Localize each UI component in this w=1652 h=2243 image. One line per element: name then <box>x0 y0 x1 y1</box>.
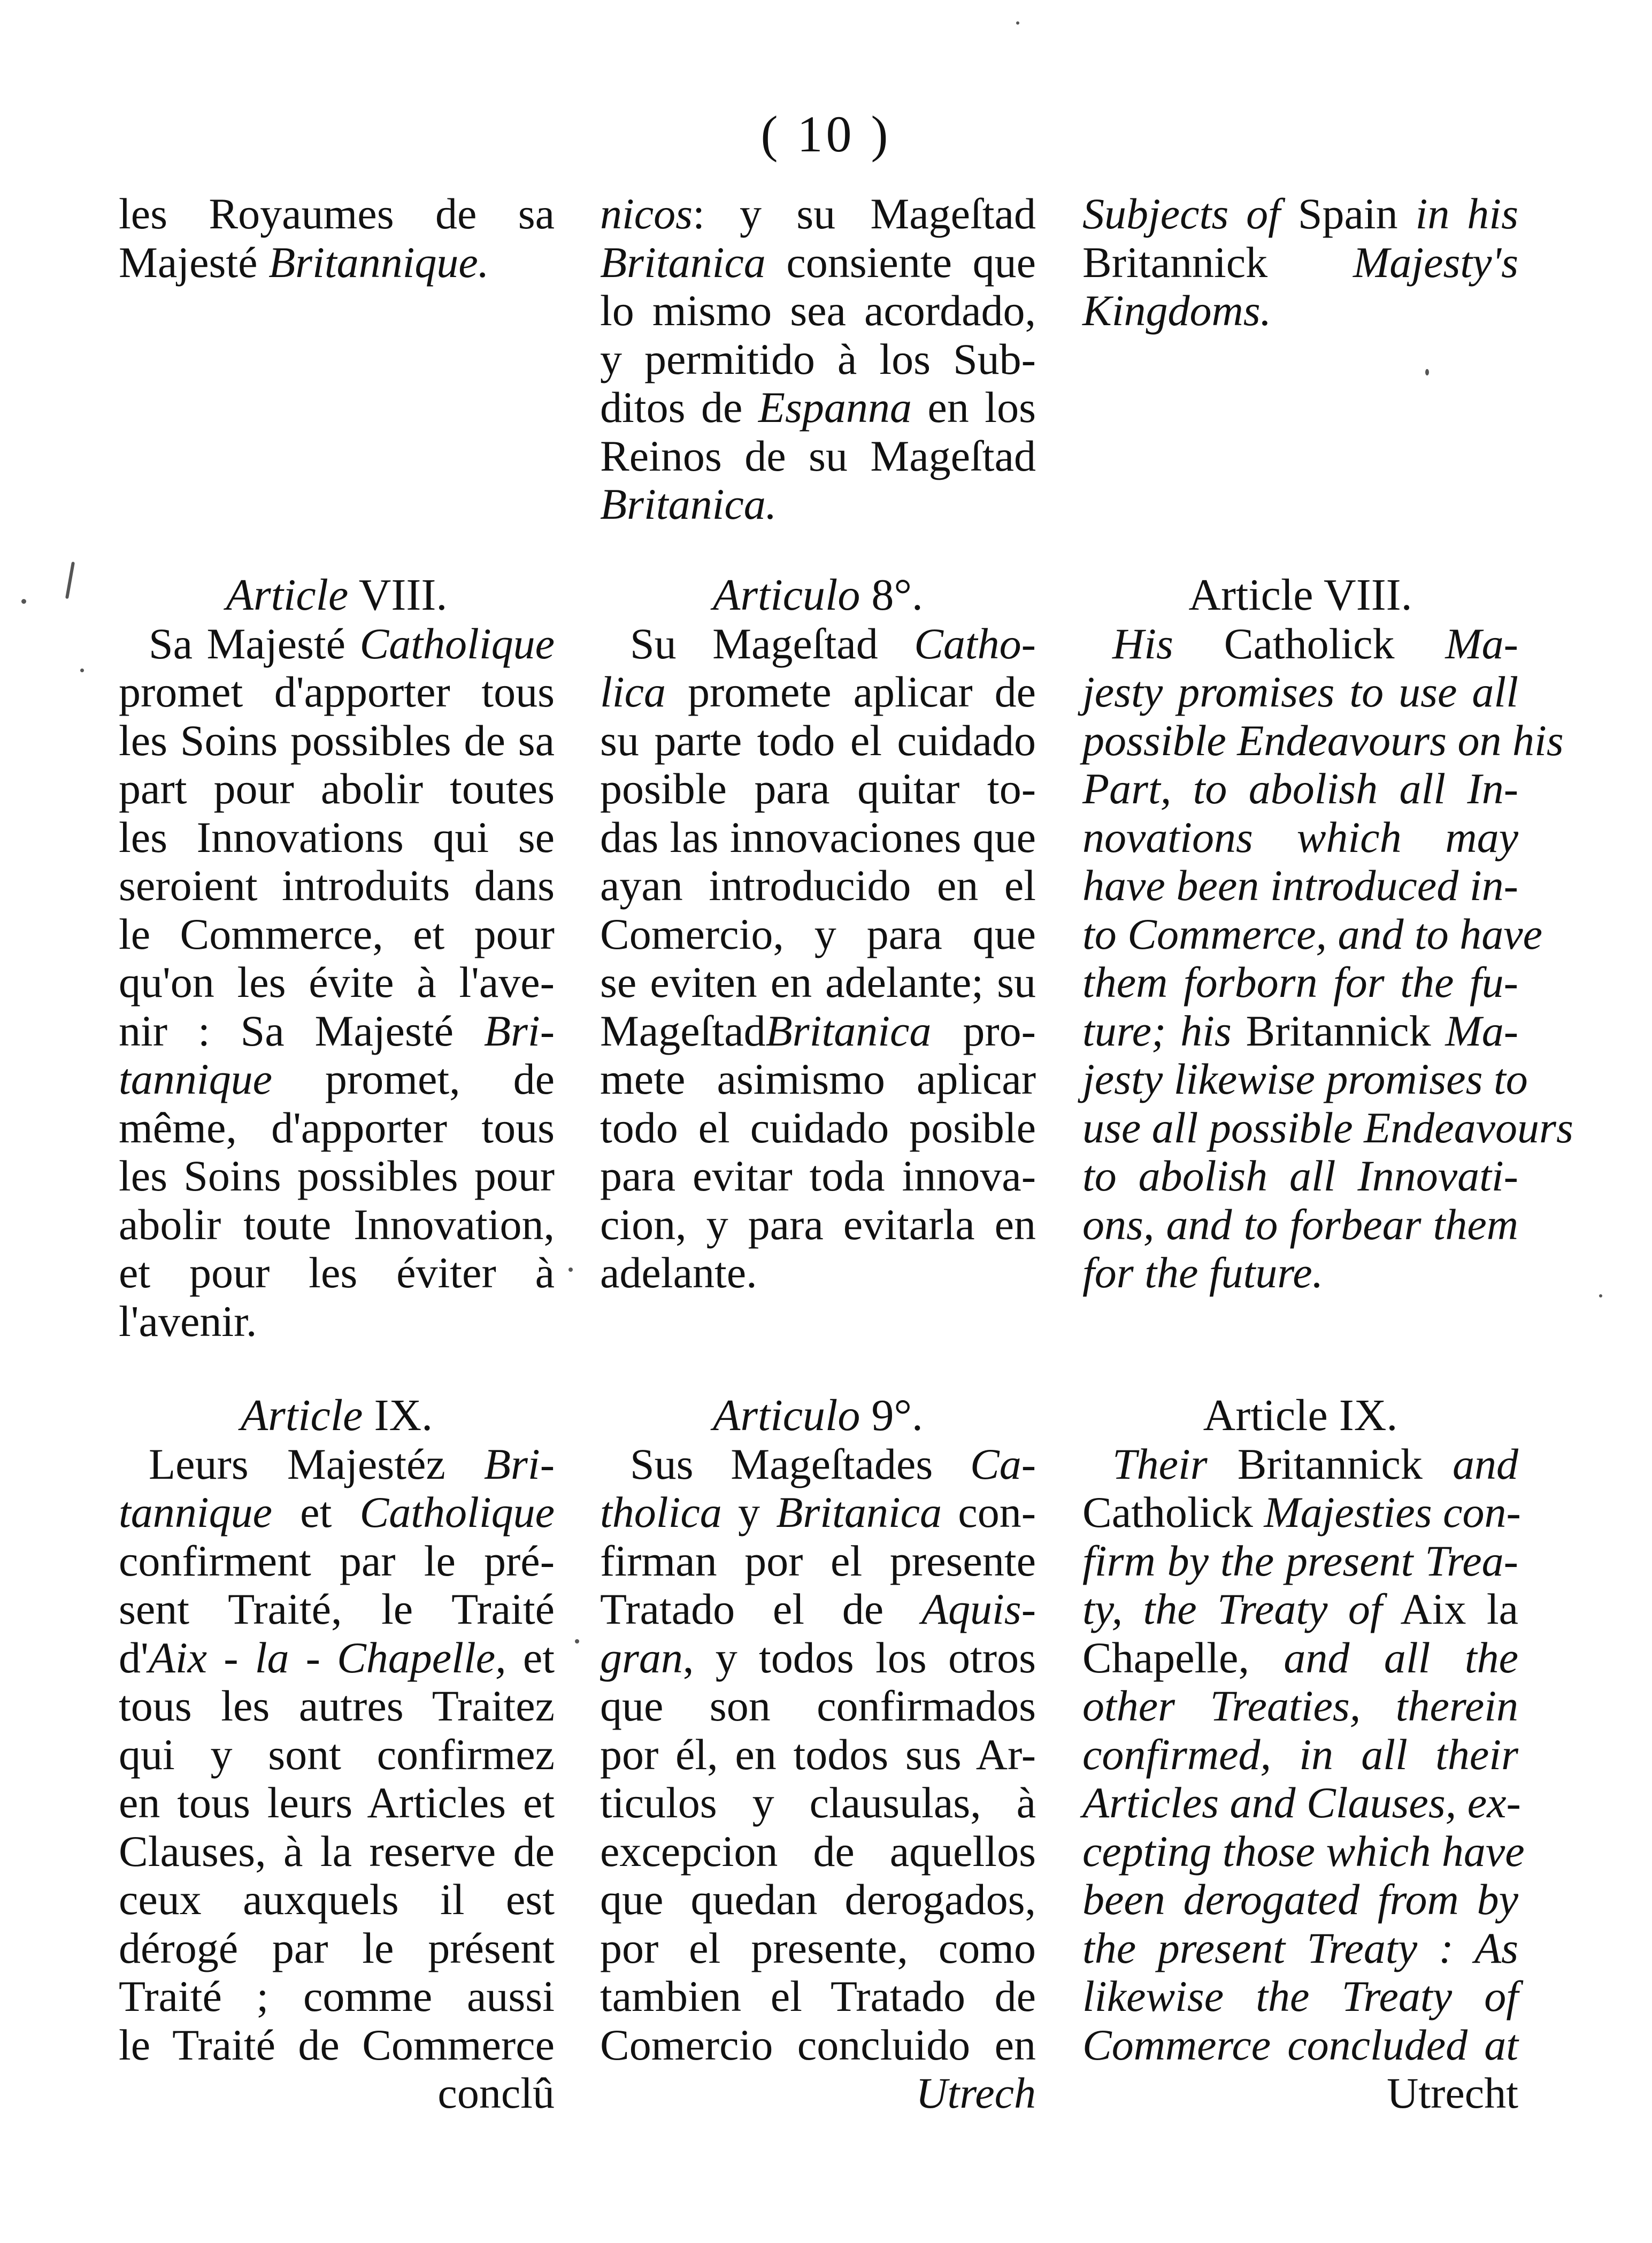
text-line: to abolish all Innovati- <box>1082 1151 1518 1200</box>
text-line: seroient introduits dans <box>119 861 555 910</box>
text-line: Majesté Britannique. <box>119 237 489 287</box>
text-line: jesty promises to use all <box>1082 667 1518 716</box>
text-line: ceux auxquels il est <box>119 1875 555 1924</box>
text-line: das las innovaciones que <box>600 812 1036 862</box>
paper-speck <box>65 562 75 599</box>
english-article-9 <box>1082 1391 1525 2118</box>
text-line: Comercio, y para que <box>600 909 1036 958</box>
text-line: promet d'apporter tous <box>119 667 555 716</box>
text-line: part pour abolir toutes <box>119 764 555 813</box>
text-line: Kingdoms. <box>1082 286 1272 335</box>
text-line: Tratado el de Aquis- <box>600 1585 1036 1633</box>
text-line: même, d'apporter tous <box>119 1103 555 1152</box>
text-line: le Commerce, et pour <box>119 909 555 958</box>
paper-speck <box>568 1268 573 1272</box>
text-line: se eviten en adelante; su <box>600 958 1036 1007</box>
article-heading: Article VIII. <box>226 570 448 620</box>
text-line: ture; his Britannick Ma- <box>1082 1006 1519 1055</box>
text-line: mete asimismo aplicar <box>600 1055 1036 1103</box>
text-line: Catholick Majesties con- <box>1082 1488 1521 1537</box>
text-line: confirment par le pré- <box>119 1536 555 1585</box>
text-line: Britannick Majesty's <box>1082 237 1518 287</box>
text-line: Britanica consiente que <box>600 237 1036 287</box>
article-heading: Articulo 8°. <box>713 570 923 620</box>
text-line: Traité ; comme aussi <box>119 1972 555 2021</box>
text-line: tannique et Catholique <box>119 1488 555 1537</box>
text-line: su parte todo el cuidado <box>600 716 1036 765</box>
text-line: Part, to abolish all In- <box>1082 764 1518 813</box>
text-line: been derogated from by <box>1082 1875 1518 1924</box>
text-line: posible para quitar to- <box>600 764 1036 813</box>
french-article-9 <box>119 1392 555 2118</box>
text-line: confirmed, in all their <box>1082 1730 1518 1779</box>
text-line: possible Endeavours on his <box>1082 716 1564 765</box>
text-line: MageſtadBritanica pro- <box>600 1006 1036 1055</box>
text-line: adelante. <box>600 1248 757 1297</box>
text-line: novations which may <box>1082 812 1518 862</box>
article-heading: Article IX. <box>240 1391 433 1440</box>
text-line: for the future. <box>1082 1248 1324 1297</box>
text-line: Articles and Clauses, ex- <box>1082 1778 1521 1827</box>
text-line: use all possible Endeavours <box>1082 1103 1573 1152</box>
text-line: ditos de Espanna en los <box>600 383 1036 432</box>
text-line: Clauses, à la reserve de <box>119 1826 555 1876</box>
article-heading: Articulo 9°. <box>713 1391 923 1440</box>
text-line: l'avenir. <box>119 1296 257 1346</box>
text-line: tannique promet, de <box>119 1055 555 1103</box>
text-line: sent Traité, le Traité <box>119 1585 555 1633</box>
text-line: qui y sont confirmez <box>119 1730 555 1779</box>
text-line: Sa Majesté Catholique <box>149 619 555 668</box>
text-line: Commerce concluded at <box>1082 2020 1518 2069</box>
paper-speck <box>21 599 26 604</box>
text-line: Chapelle, and all the <box>1082 1633 1518 1682</box>
text-line: tholica y Britanica con- <box>600 1488 1036 1537</box>
article-heading: Article IX. <box>1203 1391 1398 1440</box>
text-line: His Catholick Ma- <box>1112 619 1518 668</box>
text-line: Su Mageſtad Catho- <box>630 619 1036 668</box>
text-line: que son confirmados <box>600 1681 1036 1730</box>
text-line: les Royaumes de sa <box>119 189 555 238</box>
text-line: que quedan derogados, <box>600 1875 1036 1924</box>
text-line: et pour les éviter à <box>119 1248 555 1297</box>
text-line: y permitido à los Sub- <box>600 334 1036 383</box>
spanish-article-8 <box>600 571 1036 1297</box>
text-line: jesty likewise promises to <box>1082 1055 1528 1103</box>
french-article-8 <box>119 571 555 1346</box>
text-line: gran, y todos los otros <box>600 1633 1036 1682</box>
text-line: por el presente, como <box>600 1923 1036 1972</box>
text-line: Britanica. <box>600 480 777 528</box>
text-line: Leurs Majestéz Bri- <box>149 1439 555 1488</box>
text-line: other Treaties, therein <box>1082 1681 1518 1730</box>
text-line: ty, the Treaty of Aix la <box>1082 1585 1519 1633</box>
spanish-article-9 <box>600 1392 1036 2118</box>
text-line: the present Treaty : As <box>1082 1923 1518 1972</box>
text-line: lo mismo sea acordado, <box>600 286 1036 335</box>
text-line: les Soins possibles pour <box>119 1151 555 1200</box>
text-line: todo el cuidado posible <box>600 1103 1036 1152</box>
text-line: abolir toute Innovation, <box>119 1200 555 1249</box>
text-line: lica promete aplicar de <box>600 667 1036 716</box>
paper-speck <box>575 1639 579 1643</box>
text-line: likewise the Treaty of <box>1082 1972 1518 2021</box>
text-line: Their Britannick and <box>1112 1439 1518 1488</box>
text-line: ticulos y clausulas, à <box>600 1778 1036 1827</box>
text-line: le Traité de Commerce <box>119 2020 555 2069</box>
text-line: Sus Mageſtades Ca- <box>630 1439 1036 1488</box>
text-line: Subjects of Spain in his <box>1082 189 1518 238</box>
paper-speck <box>80 669 84 672</box>
text-line: tous les autres Traitez <box>119 1681 555 1730</box>
text-line: qu'on les évite à l'ave- <box>119 958 555 1007</box>
catchword: Utrech <box>916 2069 1036 2117</box>
text-line: por él, en todos sus Ar- <box>600 1730 1036 1779</box>
text-line: ayan introducido en el <box>600 861 1036 910</box>
text-line: en tous leurs Articles et <box>119 1778 555 1827</box>
text-line: Reinos de su Mageſtad <box>600 431 1036 480</box>
catchword: conclû <box>437 2069 555 2117</box>
text-line: cepting those which have <box>1082 1826 1525 1876</box>
text-line: have been introduced in- <box>1082 861 1518 910</box>
text-line: to Commerce, and to have <box>1082 909 1543 958</box>
text-line: dérogé par le présent <box>119 1923 555 1972</box>
english-intro <box>1082 190 1518 335</box>
text-line: Comercio concluido en <box>600 2020 1036 2069</box>
paper-speck <box>1425 369 1429 375</box>
catchword: Utrecht <box>1387 2069 1518 2117</box>
text-line: firm by the present Trea- <box>1082 1536 1518 1585</box>
text-line: tambien el Tratado de <box>600 1972 1036 2021</box>
paper-speck <box>1599 1294 1602 1297</box>
text-line: para evitar toda innova- <box>600 1151 1036 1200</box>
french-intro <box>119 190 555 287</box>
paper-speck <box>1016 21 1019 25</box>
text-line: them forborn for the fu- <box>1082 958 1518 1007</box>
text-line: nir : Sa Majesté Bri- <box>119 1006 555 1055</box>
text-line: les Innovations qui se <box>119 812 555 862</box>
article-heading: Article VIII. <box>1188 570 1412 620</box>
text-line: excepcion de aquellos <box>600 1826 1036 1876</box>
spanish-intro <box>600 190 1036 529</box>
text-line: ons, and to forbear them <box>1082 1200 1518 1249</box>
text-line: firman por el presente <box>600 1536 1036 1585</box>
text-line: nicos: y su Mageſtad <box>600 189 1036 238</box>
text-line: cion, y para evitarla en <box>600 1200 1036 1249</box>
text-line: les Soins possibles de sa <box>119 716 555 765</box>
page-number: ( 10 ) <box>760 105 892 163</box>
english-article-8 <box>1082 570 1573 1297</box>
text-line: d'Aix - la - Chapelle, et <box>119 1633 555 1682</box>
